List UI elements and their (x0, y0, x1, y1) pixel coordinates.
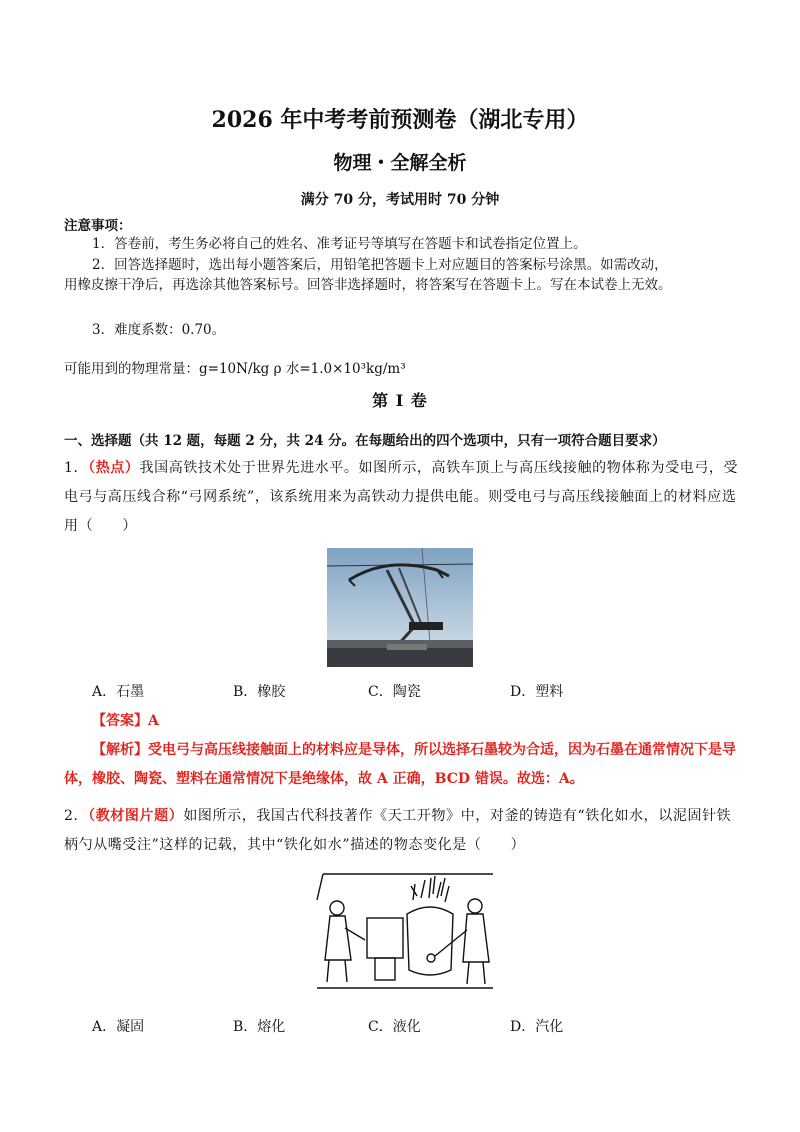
notice-item-1: 1．答卷前，考生务必将自己的姓名、准考证号等填写在答题卡和试卷指定位置上。 (92, 236, 587, 252)
section-title: 第 I 卷 (372, 391, 428, 410)
question-2 (64, 802, 744, 860)
option-d[interactable]: D．汽化 (510, 1019, 564, 1035)
question-1 (64, 454, 744, 541)
page-subtitle: 物理・全解全析 (333, 152, 467, 174)
analysis-text: 受电弓与高压线接触面上的材料应是导体，所以选择石墨较为合适，因为石墨在通常情况下是导体，橡胶、陶瓷、塑料在通常情况下是绝缘体，故 A 正确，BCD 错误。故选：A。 (64, 742, 736, 787)
question-tag: （热点） (88, 460, 140, 476)
question-number: 1． (64, 460, 89, 476)
answer-label: 【答案】 (92, 713, 148, 729)
question-number: 2． (64, 808, 89, 824)
score-info: 满分 70 分，考试用时 70 分钟 (300, 192, 500, 208)
tiangong-kaiwu-illustration (315, 870, 495, 995)
option-c[interactable]: C．液化 (368, 1019, 421, 1035)
question-1-answer (92, 710, 159, 730)
question-text: 我国高铁技术处于世界先进水平。如图所示，高铁车顶上与高压线接触的物体称为受电弓，受电弓与高压线合称“弓网系统”，该系统用来为高铁动力提供电能。则受电弓与高压线接触面上的材料应选用（ ） (64, 460, 739, 534)
option-b[interactable]: B．熔化 (233, 1019, 286, 1035)
notice-item-2: 2．回答选择题时，选出每小题答案后，用铅笔把答题卡上对应题目的答案标号涂黑。如需改动，用橡皮擦干净后，再选涂其他答案标号。回答非选择题时，将答案写在答题卡上。写在本试卷上无效。 (64, 257, 672, 293)
question-1-options (92, 681, 652, 701)
option-a[interactable]: A．凝固 (92, 1019, 145, 1035)
section-heading: 一、选择题（共 12 题，每题 2 分，共 24 分。在每题给出的四个选项中，只有一项符合题目要求） (64, 433, 666, 449)
question-text: 如图所示，我国古代科技著作《天工开物》中，对釜的铸造有“铁化如水，以泥固针铁柄勺从嘴受注”这样的记载，其中“铁化如水”描述的物态变化是（ ） (64, 808, 732, 853)
notice-heading: 注意事项： (64, 218, 132, 234)
question-2-options (92, 1016, 652, 1036)
answer-value: A (148, 713, 159, 729)
page-title: 2026 年中考考前预测卷（湖北专用） (211, 107, 589, 133)
option-c[interactable]: C．陶瓷 (368, 684, 421, 700)
question-tag: （教材图片题） (88, 808, 184, 824)
question-1-analysis (64, 736, 744, 794)
analysis-label: 【解析】 (92, 742, 148, 758)
pantograph-photo (327, 548, 473, 667)
option-b[interactable]: B．橡胶 (233, 684, 286, 700)
physical-constants: 可能用到的物理常量：g=10N/kg ρ 水=1.0×10³kg/m³ (64, 361, 406, 377)
option-d[interactable]: D．塑料 (510, 684, 564, 700)
notice-item-3: 3．难度系数：0.70。 (92, 322, 226, 338)
option-a[interactable]: A．石墨 (92, 684, 145, 700)
